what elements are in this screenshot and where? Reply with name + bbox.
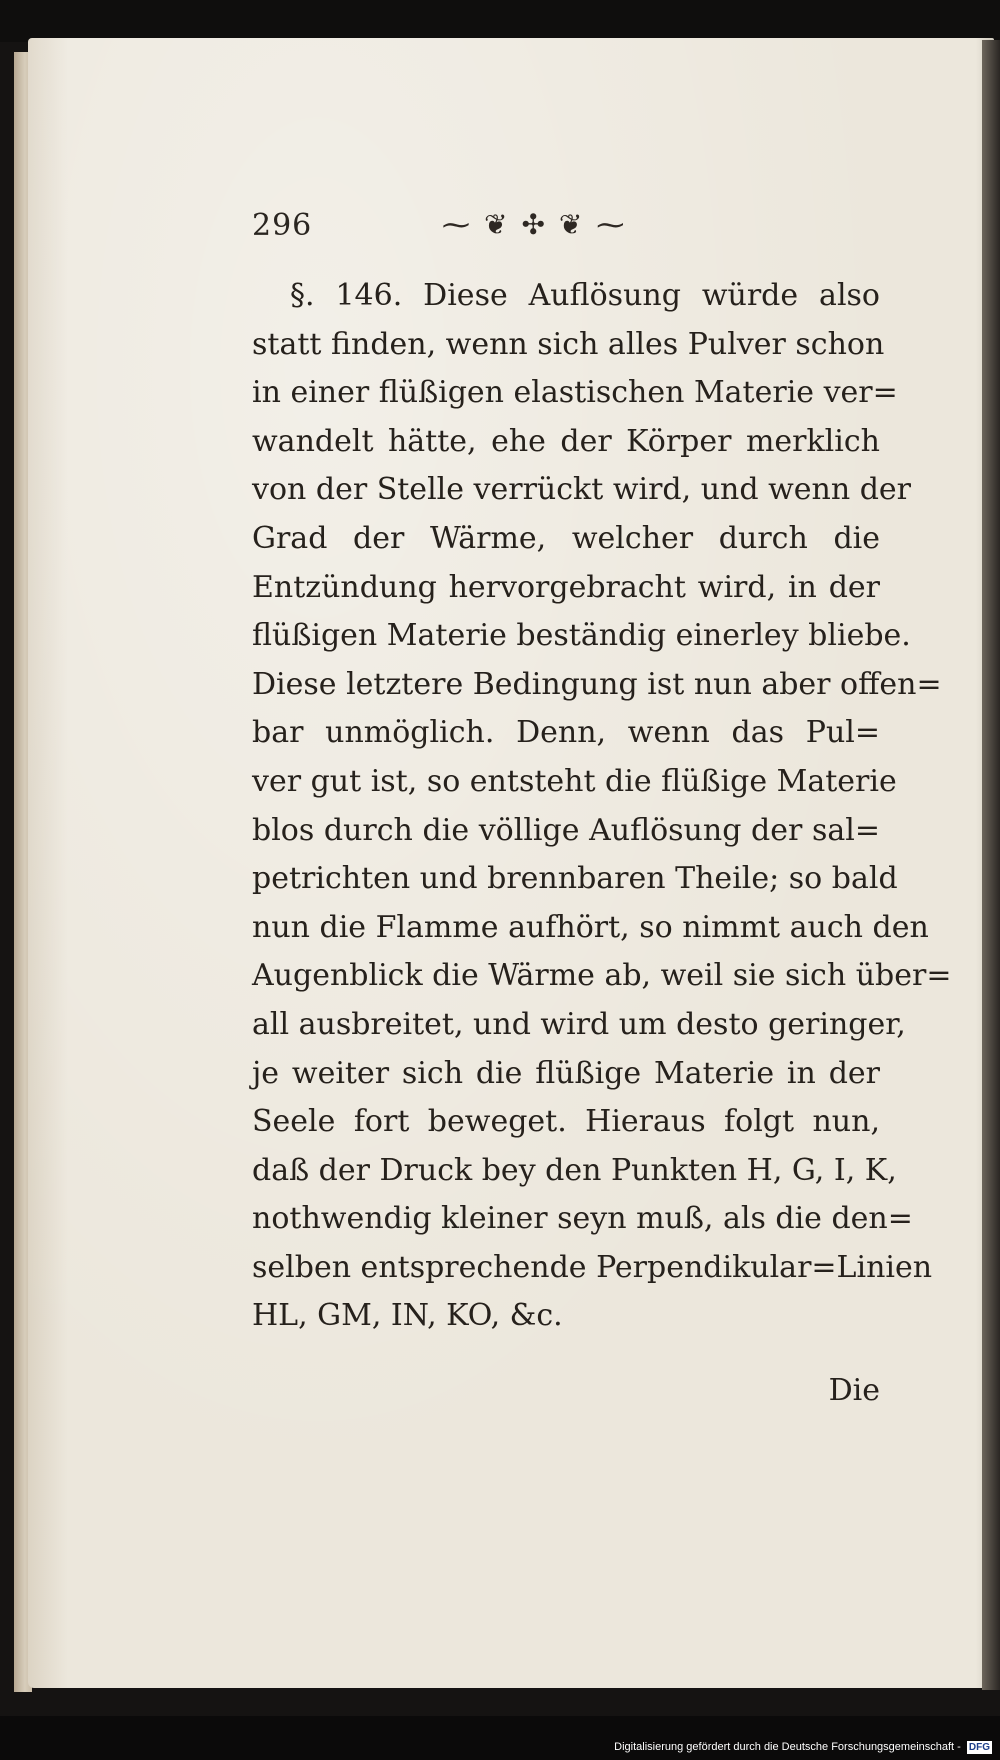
page-header: [252, 208, 692, 254]
text-line: daß der Druck bey den Punkten H, G, I, K,: [252, 1152, 897, 1188]
text-line: Seele fort beweget. Hieraus folgt nun,: [252, 1104, 880, 1140]
text-line: statt finden, wenn sich alles Pulver schon: [252, 326, 885, 362]
text-line: Augenblick die Wärme ab, weil sie sich über=: [252, 958, 952, 994]
text-line: all ausbreitet, und wird um desto geringer,: [252, 1006, 906, 1042]
text-line: in einer flüßigen elastischen Materie ver=: [252, 375, 898, 411]
text-line: nun die Flamme aufhört, so nimmt auch den: [252, 909, 929, 945]
text-line: ver gut ist, so entsteht die flüßige Materie: [252, 763, 897, 799]
text-line: selben entsprechende Perpendikular=Linien: [252, 1249, 933, 1285]
text-line: HL, GM, IN, KO, &c.: [252, 1298, 563, 1334]
digitization-credit: [614, 1741, 992, 1754]
text-line: blos durch die völlige Auflösung der sal=: [252, 812, 880, 848]
body-text: [252, 272, 952, 1341]
catchword: Die: [828, 1373, 880, 1408]
text-line: wandelt hätte, ehe der Körper merklich: [252, 423, 880, 459]
text-line: bar unmöglich. Denn, wenn das Pul=: [252, 715, 880, 751]
credit-text: Digitalisierung gefördert durch die Deutsche Forschungsgemeinschaft -: [614, 1741, 961, 1753]
text-line: je weiter sich die flüßige Materie in der: [252, 1055, 880, 1091]
dfg-logo: DFG: [968, 1742, 990, 1753]
text-line: §. 146. Diese Auflösung würde also: [290, 278, 880, 313]
page-number: 296: [252, 208, 313, 243]
text-line: nothwendig kleiner seyn muß, als die den=: [252, 1201, 913, 1237]
scan-top-border: [0, 0, 1000, 42]
text-line: Grad der Wärme, welcher durch die: [252, 520, 880, 556]
page-right-shadow: [982, 40, 1000, 1690]
text-line: Entzündung hervorgebracht wird, in der: [252, 569, 880, 605]
header-ornament: ⁓❦✣❦⁓: [442, 208, 639, 241]
text-line: von der Stelle verrückt wird, und wenn der: [252, 472, 912, 508]
text-line: petrichten und brennbaren Theile; so bald: [252, 861, 898, 897]
text-line: flüßigen Materie beständig einerley bliebe.: [252, 618, 911, 654]
text-line: Diese letztere Bedingung ist nun aber offen=: [252, 666, 942, 702]
